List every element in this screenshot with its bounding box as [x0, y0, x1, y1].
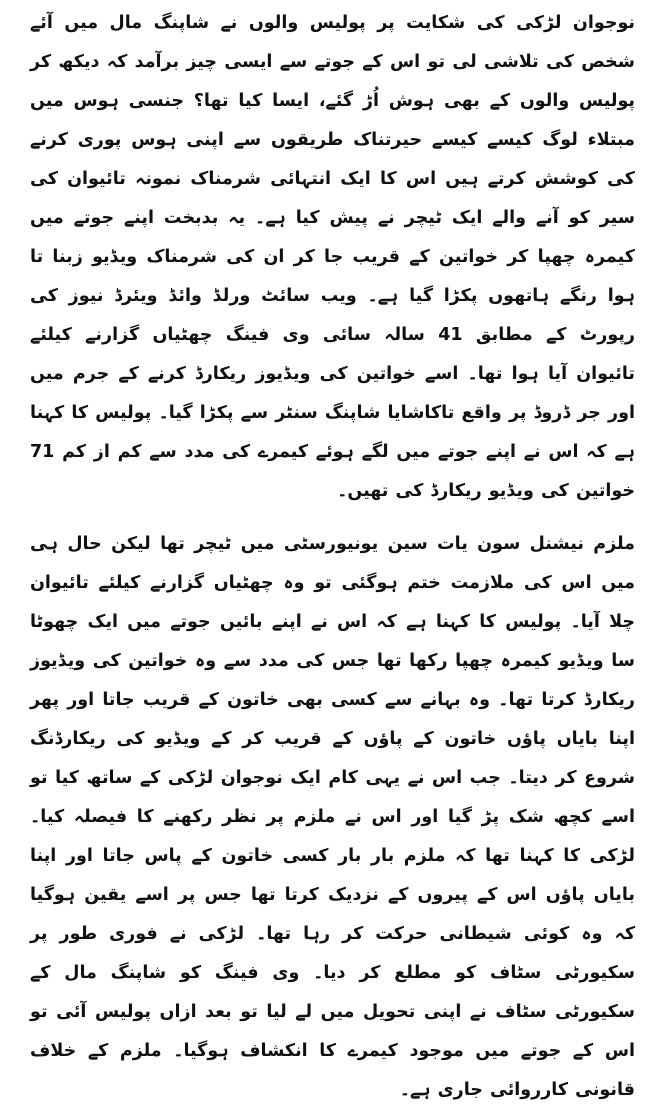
news-article — [30, 4, 635, 1110]
article-paragraph-1: نوجوان لڑکی کی شکایت پر پولیس والوں نے شاپنگ مال میں آئے شخص کی تلاشی لی تو اس کے جوتے سے ایسی چیز برآمد کہ دیکھ کر پولیس والوں کے بھی ہوش اُڑ گئے، ایسا کیا تھا؟ جنسی ہوس میں مبتلاء لوگ کیسے کیسے حیرتناک طریقوں سے اپنی ہوس پوری کرنے کی کوشش کرتے ہیں اس کا ایک انتہائی شرمناک نمونہ تائیوان کی سیر کو آنے والے ایک ٹیچر نے پیش کیا ہے۔ یہ بدبخت اپنے جوتے میں کیمرہ چھپا کر خواتین کے قریب جا کر ان کی شرمناک ویڈیو زبنا تا ہوا رنگے ہاتھوں پکڑا گیا ہے۔ ویب سائٹ ورلڈ وائڈ ویئرڈ نیوز کی رپورٹ کے مطابق 41 سالہ سائی وی فینگ چھٹیاں گزارنے کیلئے تائیوان آیا ہوا تھا۔ اسے خواتین کی ویڈیوز ریکارڈ کرنے کے جرم میں اور جر ڈروڈ پر واقع تاکاشایا شاپنگ سنٹر سے پکڑا گیا۔ پولیس کا کہنا ہے کہ اس نے اپنے جوتے میں لگے ہوئے کیمرے کی مدد سے کم از کم 71 خواتین کی ویڈیو ریکارڈ کی تھیں۔ — [30, 13, 635, 501]
article-paragraph-2: ملزم نیشنل سون یات سین یونیورسٹی میں ٹیچر تھا لیکن حال ہی میں اس کی ملازمت ختم ہوگئی تو وہ چھٹیاں گزارنے کیلئے تائیوان چلا آیا۔ پولیس کا کہنا ہے کہ اس نے اپنے بائیں جوتے میں ایک چھوٹا سا ویڈیو کیمرہ چھپا رکھا تھا جس کی مدد سے وہ خواتین کی ویڈیوز ریکارڈ کرتا تھا۔ وہ بہانے سے کسی بھی خاتون کے قریب جاتا اور پھر اپنا بایاں پاؤں خاتون کے پاؤں کے قریب کر کے ویڈیو کی ریکارڈنگ شروع کر دیتا۔ جب اس نے یہی کام ایک نوجوان لڑکی کے ساتھ کیا تو اسے کچھ شک پڑ گیا اور اس نے ملزم پر نظر رکھنے کا فیصلہ کیا۔ لڑکی کا کہنا تھا کہ ملزم بار بار کسی خاتون کے پاس جاتا اور اپنا بایاں پاؤں اس کے پیروں کے نزدیک کرتا تھا جس پر اسے یقین ہوگیا کہ وہ کوئی شیطانی حرکت کر رہا تھا۔ لڑکی نے فوری طور پر سکیورٹی سٹاف کو مطلع کر دیا۔ وی فینگ کو شاپنگ مال کے سکیورٹی سٹاف نے اپنی تحویل میں لے لیا تو بعد ازاں پولیس آئی تو اس کے جوتے میں موجود کیمرے کا انکشاف ہوگیا۔ ملزم کے خلاف قانونی کارروائی جاری ہے۔ — [30, 534, 635, 1100]
